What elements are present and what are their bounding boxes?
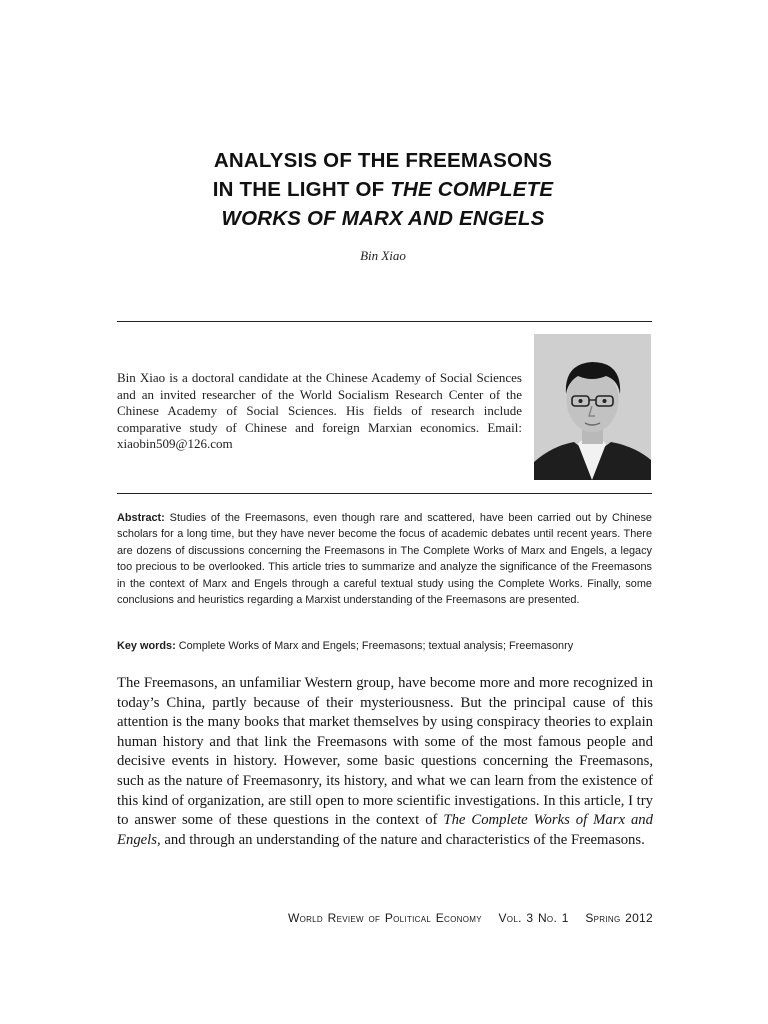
footer-volume: Vol. 3 No. 1 bbox=[498, 911, 569, 925]
body-text-italic: The Complete Works of Marx and Engels bbox=[117, 812, 653, 848]
abstract-label: Abstract: bbox=[117, 512, 165, 524]
abstract bbox=[117, 510, 652, 608]
author-bio: Bin Xiao is a doctoral candidate at the Chinese Academy of Social Sciences and an invited researcher of the World Socialism Research Center of the Chinese Academy of Social Sciences. His fields of research include comparative study of Chinese and foreign Marxian economics. Email: xiaobin509@126.com bbox=[117, 370, 522, 452]
portrait-icon bbox=[534, 334, 651, 480]
title-line-2 bbox=[115, 175, 651, 204]
author-name: Bin Xiao bbox=[360, 248, 406, 263]
footer-season: Spring 2012 bbox=[585, 911, 653, 925]
title-line-2-italic: THE COMPLETE bbox=[390, 178, 554, 201]
title-line-2-roman: IN THE LIGHT OF bbox=[212, 178, 391, 201]
body-paragraph bbox=[117, 674, 653, 850]
keywords-text: Complete Works of Marx and Engels; Freemasons; textual analysis; Freemasonry bbox=[175, 640, 574, 652]
author-photo bbox=[534, 334, 651, 480]
page-footer bbox=[117, 911, 653, 925]
footer-journal: World Review of Political Economy bbox=[287, 911, 482, 925]
keywords bbox=[117, 638, 652, 654]
body-text-part-1: The Freemasons, an unfamiliar Western group, have become more and more recognized in today’s China, partly because of their mysteriousness. But the principal cause of this attention is the many books that market themselves by using conspiracy theories to explain human history and that link the Freemasons with some of the most famous people and decisive events in history. However, some basic questions concerning the Freemasons, such as the nature of Freemasonry, its history, and what we can learn from the existence of this kind of organization, are still open to more scientific investigations. In this article, I try to answer some of these questions in the context of bbox=[117, 675, 653, 829]
title-line-1: ANALYSIS OF THE FREEMASONS bbox=[213, 149, 553, 172]
body-text-part-2: , and through an understanding of the nature and characteristics of the Freemasons. bbox=[156, 831, 645, 848]
title-line-3: WORKS OF MARX AND ENGELS bbox=[221, 207, 545, 230]
article-title bbox=[115, 146, 651, 233]
bottom-divider bbox=[117, 493, 652, 494]
keywords-label: Key words: bbox=[117, 640, 176, 652]
abstract-text: Studies of the Freemasons, even though rare and scattered, have been carried out by Chinese scholars for a long time, but they have never become the focus of academic debates until recent years. There are dozens of discussions concerning the Freemasons in The Complete Works of Marx and Engels, a legacy too precious to be overlooked. This article tries to summarize and analyze the significance of the Freemasons in the context of Marx and Engels through a careful textual study using the Complete Works. Finally, some conclusions and heuristics regarding a Marxist understanding of the Freemasons are presented. bbox=[117, 512, 652, 607]
top-divider bbox=[117, 321, 652, 322]
